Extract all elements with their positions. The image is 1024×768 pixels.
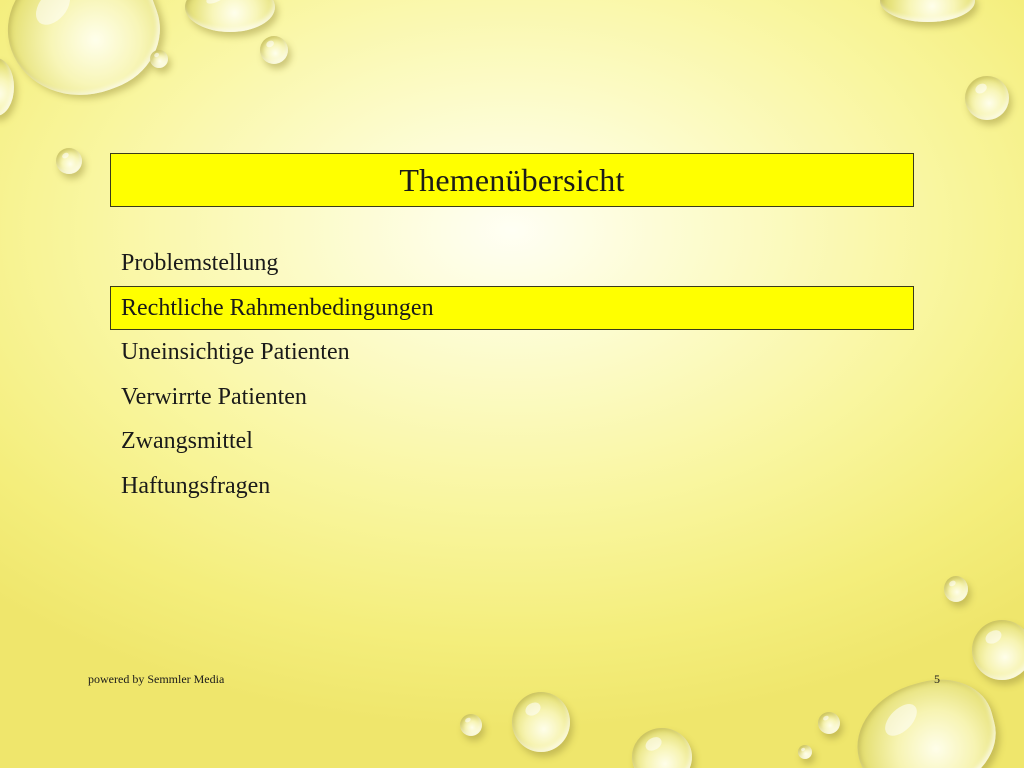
topic-list: [110, 241, 914, 508]
water-drop-decoration: [56, 148, 82, 174]
slide-title-box: [110, 153, 914, 207]
topic-item: Haftungsfragen: [121, 472, 271, 499]
water-drop-decoration: [185, 0, 275, 32]
water-drop-decoration: [965, 76, 1009, 120]
topic-item: Verwirrte Patienten: [121, 383, 307, 410]
slide-number: 5: [934, 672, 940, 686]
topic-item: Problemstellung: [121, 250, 279, 276]
water-drop-decoration: [944, 576, 968, 602]
water-drop-decoration: [260, 36, 288, 64]
slide-title: Themenübersicht: [399, 161, 625, 198]
water-drop-decoration: [150, 50, 168, 68]
water-drop-decoration: [460, 714, 482, 736]
topic-item: Zwangsmittel: [121, 428, 253, 454]
water-drop-decoration: [880, 0, 975, 22]
topic-item-highlighted: Rechtliche Rahmenbedingungen: [110, 286, 914, 331]
footer-text: powered by Semmler Media: [88, 672, 225, 686]
water-drop-decoration: [632, 728, 692, 768]
water-drop-decoration: [0, 58, 14, 116]
water-drop-decoration: [972, 620, 1024, 680]
water-drop-decoration: [512, 692, 570, 752]
water-drop-decoration: [818, 712, 840, 734]
water-drop-decoration: [798, 745, 812, 759]
topic-item: Uneinsichtige Patienten: [121, 339, 350, 365]
